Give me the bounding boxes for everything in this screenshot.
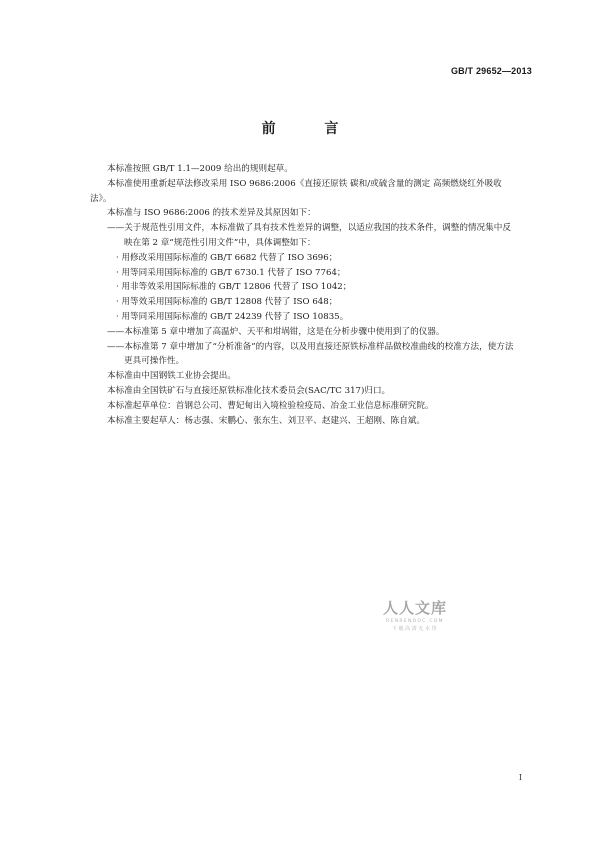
reference-replacement-item: · 用等效采用国际标准的 GB/T 12808 代替了 ISO 648；	[116, 297, 338, 308]
difference-item-normative-references: ——关于规范性引用文件，本标准做了具有技术性差异的调整，以适应我国的技术条件，调整的情况集中反映在第 2 章“规范性引用文件”中，具体调整如下：	[107, 223, 511, 248]
reference-replacement-item: · 用等同采用国际标准的 GB/T 24239 代替了 ISO 10835。	[116, 311, 349, 322]
paragraph-proposed-by: 本标准由中国钢铁工业协会提出。	[107, 371, 236, 382]
difference-item-chapter-7: ——本标准第 7 章中增加了“分析准备”的内容，以及用直接还原铁标准样品做校准曲线的校准方法，使方法更具可操作性。	[107, 341, 514, 367]
watermark-name: 人人文库	[383, 599, 448, 617]
watermark-logo	[383, 597, 447, 632]
watermark-tagline: 下载高清无水印	[391, 626, 439, 632]
page-title: 前 言	[261, 121, 361, 137]
paragraph-adoption: 本标准使用重新起草法修改采用 ISO 9686:2006《直接还原铁 碳和/或硫含量的测定 高频燃烧红外吸收法》。	[90, 178, 502, 204]
reference-replacement-item: · 用等同采用国际标准的 GB/T 6730.1 代替了 ISO 7764；	[116, 267, 346, 278]
watermark-url: RENRENDOC.COM	[386, 619, 444, 624]
reference-replacement-item: · 用修改采用国际标准的 GB/T 6682 代替了 ISO 3696；	[116, 252, 338, 263]
paragraph-differences-intro: 本标准与 ISO 9686:2006 的技术差异及其原因如下：	[107, 208, 316, 219]
difference-item-chapter-5: ——本标准第 5 章中增加了高温炉、天平和坩埚钳，这是在分析步骤中使用到了的仪器。	[107, 326, 445, 337]
foreword-body	[90, 162, 514, 428]
paragraph-drafters: 本标准主要起草人：杨志强、宋鹏心、张东生、刘卫平、赵建兴、王超刚、陈自斌。	[107, 415, 425, 426]
reference-replacement-item: · 用非等效采用国际标准的 GB/T 12806 代替了 ISO 1042；	[116, 282, 352, 293]
page-number: I	[518, 773, 522, 782]
paragraph-drafting-rules: 本标准按照 GB/T 1.1—2009 给出的规则起草。	[107, 164, 293, 174]
paragraph-drafting-units: 本标准起草单位：首钢总公司、曹妃甸出入境检验检疫局、冶金工业信息标准研究院。	[107, 400, 434, 411]
standard-code: GB/T 29652—2013	[450, 66, 532, 76]
paragraph-under-jurisdiction: 本标准由全国铁矿石与直接还原铁标准化技术委员会(SAC/TC 317)归口。	[107, 385, 391, 396]
